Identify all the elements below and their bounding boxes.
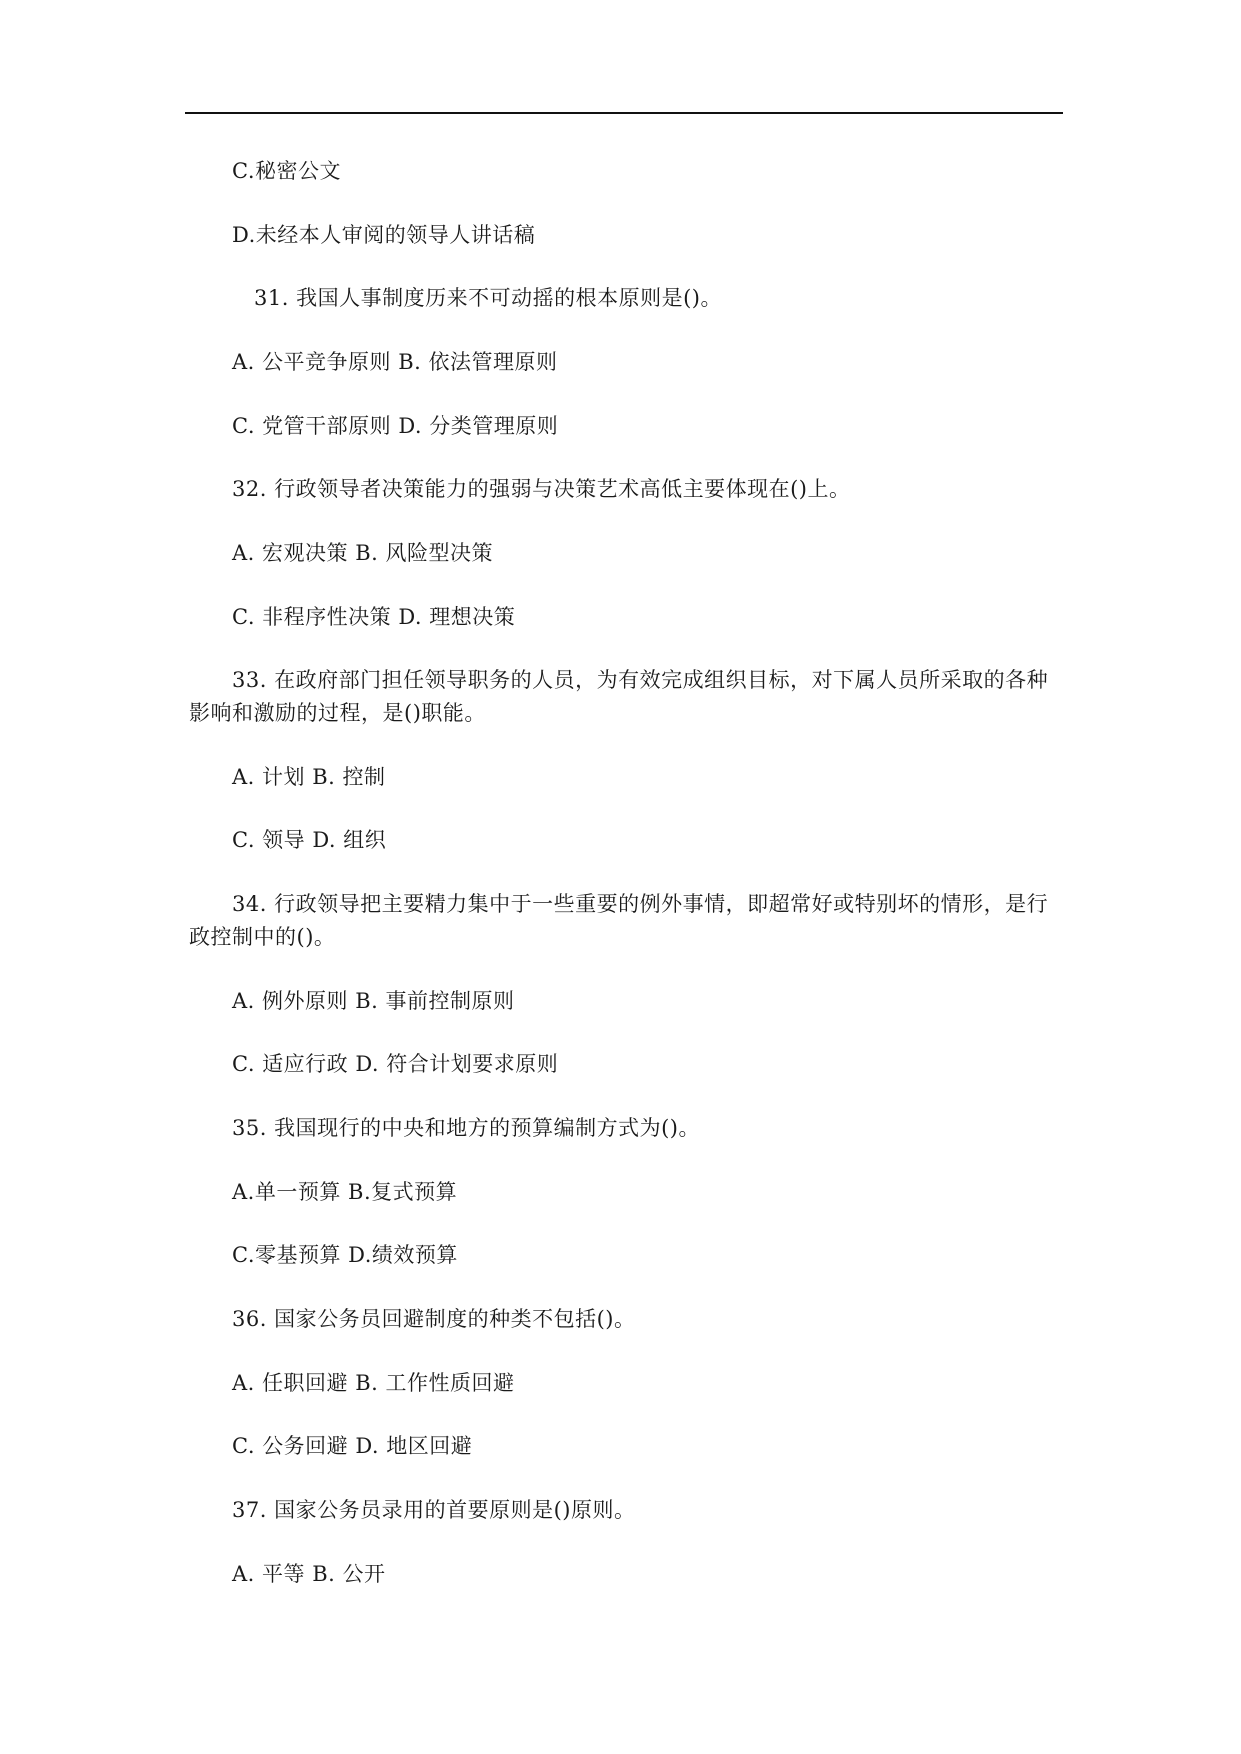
question-33: 33. 在政府部门担任领导职务的人员，为有效完成组织目标，对下属人员所采取的各种 — [232, 668, 1049, 692]
option-line: A. 平等 B. 公开 — [232, 1562, 386, 1586]
question-31: 31. 我国人事制度历来不可动摇的根本原则是()。 — [254, 286, 722, 310]
question-34-continued: 政控制中的()。 — [189, 925, 336, 949]
question-34: 34. 行政领导把主要精力集中于一些重要的例外事情，即超常好或特别坏的情形，是行 — [232, 892, 1049, 916]
option-line: C. 适应行政 D. 符合计划要求原则 — [232, 1052, 559, 1076]
option-line: A. 公平竞争原则 B. 依法管理原则 — [232, 350, 558, 374]
question-32: 32. 行政领导者决策能力的强弱与决策艺术高低主要体现在()上。 — [232, 477, 851, 501]
option-line: C. 党管干部原则 D. 分类管理原则 — [232, 414, 559, 438]
option-line: C. 领导 D. 组织 — [232, 828, 387, 852]
question-36: 36. 国家公务员回避制度的种类不包括()。 — [232, 1307, 636, 1331]
question-35: 35. 我国现行的中央和地方的预算编制方式为()。 — [232, 1116, 700, 1140]
option-line: C.秘密公文 — [232, 159, 341, 183]
option-line: A. 任职回避 B. 工作性质回避 — [232, 1371, 515, 1395]
question-37: 37. 国家公务员录用的首要原则是()原则。 — [232, 1498, 636, 1522]
question-33-continued: 影响和激励的过程，是()职能。 — [189, 701, 486, 725]
option-line: A. 计划 B. 控制 — [232, 765, 386, 789]
option-line: C. 公务回避 D. 地区回避 — [232, 1434, 473, 1458]
option-line: A. 例外原则 B. 事前控制原则 — [232, 989, 515, 1013]
option-line: C.零基预算 D.绩效预算 — [232, 1243, 458, 1267]
option-line: D.未经本人审阅的领导人讲话稿 — [232, 223, 536, 247]
option-line: C. 非程序性决策 D. 理想决策 — [232, 605, 516, 629]
header-rule — [185, 112, 1063, 114]
option-line: A.单一预算 B.复式预算 — [232, 1180, 458, 1204]
option-line: A. 宏观决策 B. 风险型决策 — [232, 541, 493, 565]
